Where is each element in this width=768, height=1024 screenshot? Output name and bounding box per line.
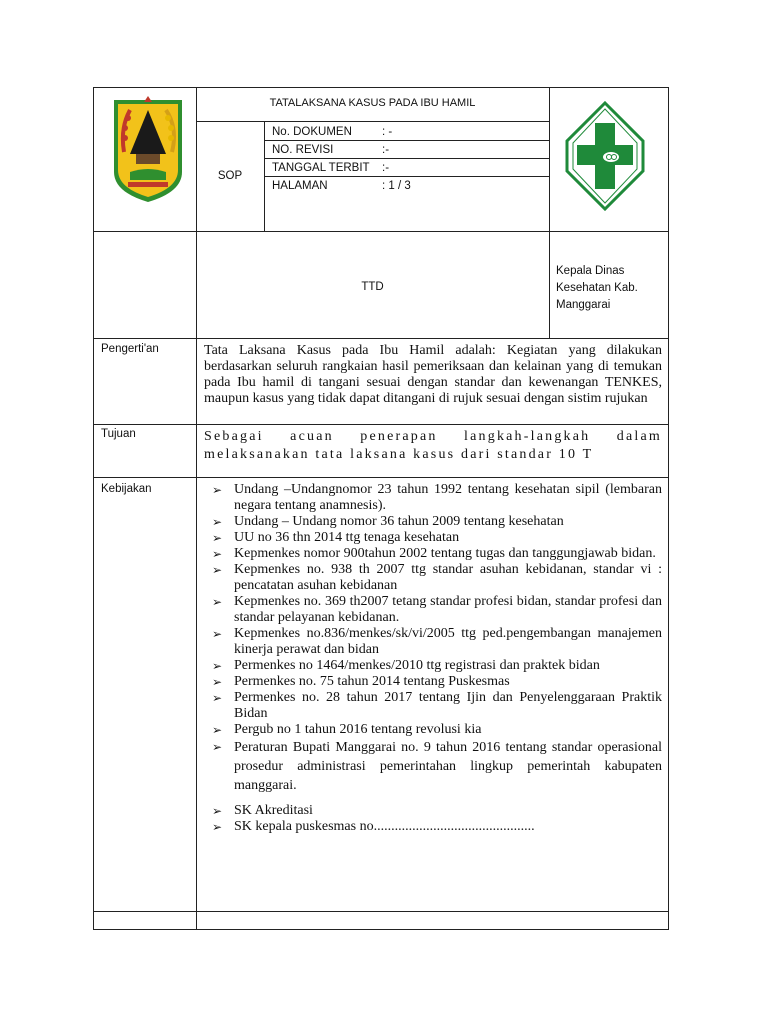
puskesmas-logo [565, 101, 645, 211]
meta-value: :- [382, 162, 390, 174]
arrow-bullet-icon: ➢ [212, 515, 223, 529]
arrow-bullet-icon: ➢ [212, 595, 223, 609]
kepala-line: Manggarai [556, 299, 611, 311]
col-divider [196, 87, 197, 930]
kepala-line: Kesehatan Kab. [556, 282, 638, 294]
kepala-line: Kepala Dinas [556, 265, 625, 277]
document-title: TATALAKSANA KASUS PADA IBU HAMIL [269, 97, 476, 109]
kebijakan-item [212, 482, 662, 514]
kebijakan-item-text: Undang – Undang nomor 36 tahun 2009 tentang kesehatan [234, 514, 564, 529]
arrow-bullet-icon: ➢ [212, 820, 223, 834]
kebijakan-item [212, 530, 662, 546]
kebijakan-item [212, 546, 662, 562]
col-divider [549, 87, 550, 338]
arrow-bullet-icon: ➢ [212, 483, 223, 497]
row-divider [93, 911, 669, 912]
kebijakan-item [212, 690, 662, 722]
meta-value: : 1 / 3 [382, 180, 411, 192]
meta-value: :- [382, 144, 390, 156]
pengertian-text: Tata Laksana Kasus pada Ibu Hamil adalah: Kegiatan yang dilakukan berdasarkan seluruh rangkaian hasil pemeriksaan dan kelainan yang di temukan pada Ibu hamil di tangani sesuai dengan standar dan kewenangan TENKES, maupun kasus yang tidak dapat ditangani di rujuk sesuai dengan sistim rujukan [204, 343, 662, 406]
kebijakan-list [212, 482, 662, 835]
pengertian-label: Pengerti'an [101, 343, 159, 355]
kebijakan-item [212, 594, 662, 626]
kebijakan-item [212, 722, 662, 738]
arrow-bullet-icon: ➢ [212, 804, 223, 818]
row-divider [93, 477, 669, 478]
kebijakan-item-text: Permenkes no. 28 tahun 2017 tentang Ijin dan Penyelenggaraan Praktik Bidan [234, 690, 662, 721]
kebijakan-item-text: SK kepala puskesmas no.............................................. [234, 819, 535, 834]
col-divider [264, 121, 265, 231]
kebijakan-item [212, 514, 662, 530]
tujuan-text: Sebagai acuan penerapan langkah-langkah dalam melaksanakan tata laksana kasus dari standar 10 T [204, 429, 662, 462]
arrow-bullet-icon: ➢ [212, 691, 223, 705]
manggarai-emblem-logo [108, 92, 188, 206]
kebijakan-item-text: Kepmenkes no. 369 th2007 tetang standar profesi bidan, standar profesi dan standar pelayanan kebidanan. [234, 594, 662, 625]
meta-key: HALAMAN [272, 180, 328, 192]
kebijakan-item-text: SK Akreditasi [234, 803, 313, 818]
row-divider [93, 231, 669, 232]
kebijakan-item-text: Permenkes no 1464/menkes/2010 ttg registrasi dan praktek bidan [234, 658, 600, 673]
title-divider [196, 121, 549, 122]
kebijakan-item [212, 819, 662, 835]
meta-divider [264, 140, 549, 141]
kebijakan-item [212, 674, 662, 690]
row-divider [93, 424, 669, 425]
arrow-bullet-icon: ➢ [212, 723, 223, 737]
arrow-bullet-icon: ➢ [212, 627, 223, 641]
meta-divider [264, 176, 549, 177]
row-divider [93, 338, 669, 339]
kebijakan-item-text: Kepmenkes no.836/menkes/sk/vi/2005 ttg ped.pengembangan manajemen kinerja perawat dan bidan [234, 626, 662, 657]
arrow-bullet-icon: ➢ [212, 675, 223, 689]
kebijakan-item-text: Kepmenkes no. 938 th 2007 ttg standar asuhan kebidanan, standar vi : pencatatan asuhan kebidanan [234, 562, 662, 593]
kebijakan-item-text: Peraturan Bupati Manggarai no. 9 tahun 2016 tentang standar operasional prosedur administrasi pemerintahan lingkup pemerintah kabupaten manggarai. [234, 740, 662, 793]
meta-key: TANGGAL TERBIT [272, 162, 370, 174]
ttd-label: TTD [361, 281, 384, 293]
arrow-bullet-icon: ➢ [212, 659, 223, 673]
meta-divider [264, 158, 549, 159]
tujuan-label: Tujuan [101, 428, 136, 440]
kebijakan-item [212, 738, 662, 795]
arrow-bullet-icon: ➢ [212, 547, 223, 561]
kepala-dinas-block [556, 263, 664, 314]
kebijakan-label: Kebijakan [101, 483, 152, 495]
arrow-bullet-icon: ➢ [212, 563, 223, 577]
kebijakan-item [212, 626, 662, 658]
meta-value: : - [382, 126, 393, 138]
kebijakan-item [212, 562, 662, 594]
arrow-bullet-icon: ➢ [212, 740, 223, 754]
sop-label: SOP [217, 170, 243, 182]
kebijakan-item-text: Permenkes no. 75 tahun 2014 tentang Puskesmas [234, 674, 510, 689]
kebijakan-item-text: UU no 36 thn 2014 ttg tenaga kesehatan [234, 530, 460, 545]
kebijakan-item [212, 658, 662, 674]
kebijakan-item-text: Pergub no 1 tahun 2016 tentang revolusi kia [234, 722, 482, 737]
kebijakan-item [212, 803, 662, 819]
kebijakan-item-text: Kepmenkes nomor 900tahun 2002 tentang tugas dan tanggungjawab bidan. [234, 546, 656, 561]
meta-key: NO. REVISI [272, 144, 334, 156]
kebijakan-item-text: Undang –Undangnomor 23 tahun 1992 tentang kesehatan sipil (lembaran negara tentang anamnesis). [234, 482, 662, 513]
meta-key: No. DOKUMEN [272, 126, 352, 138]
arrow-bullet-icon: ➢ [212, 531, 223, 545]
